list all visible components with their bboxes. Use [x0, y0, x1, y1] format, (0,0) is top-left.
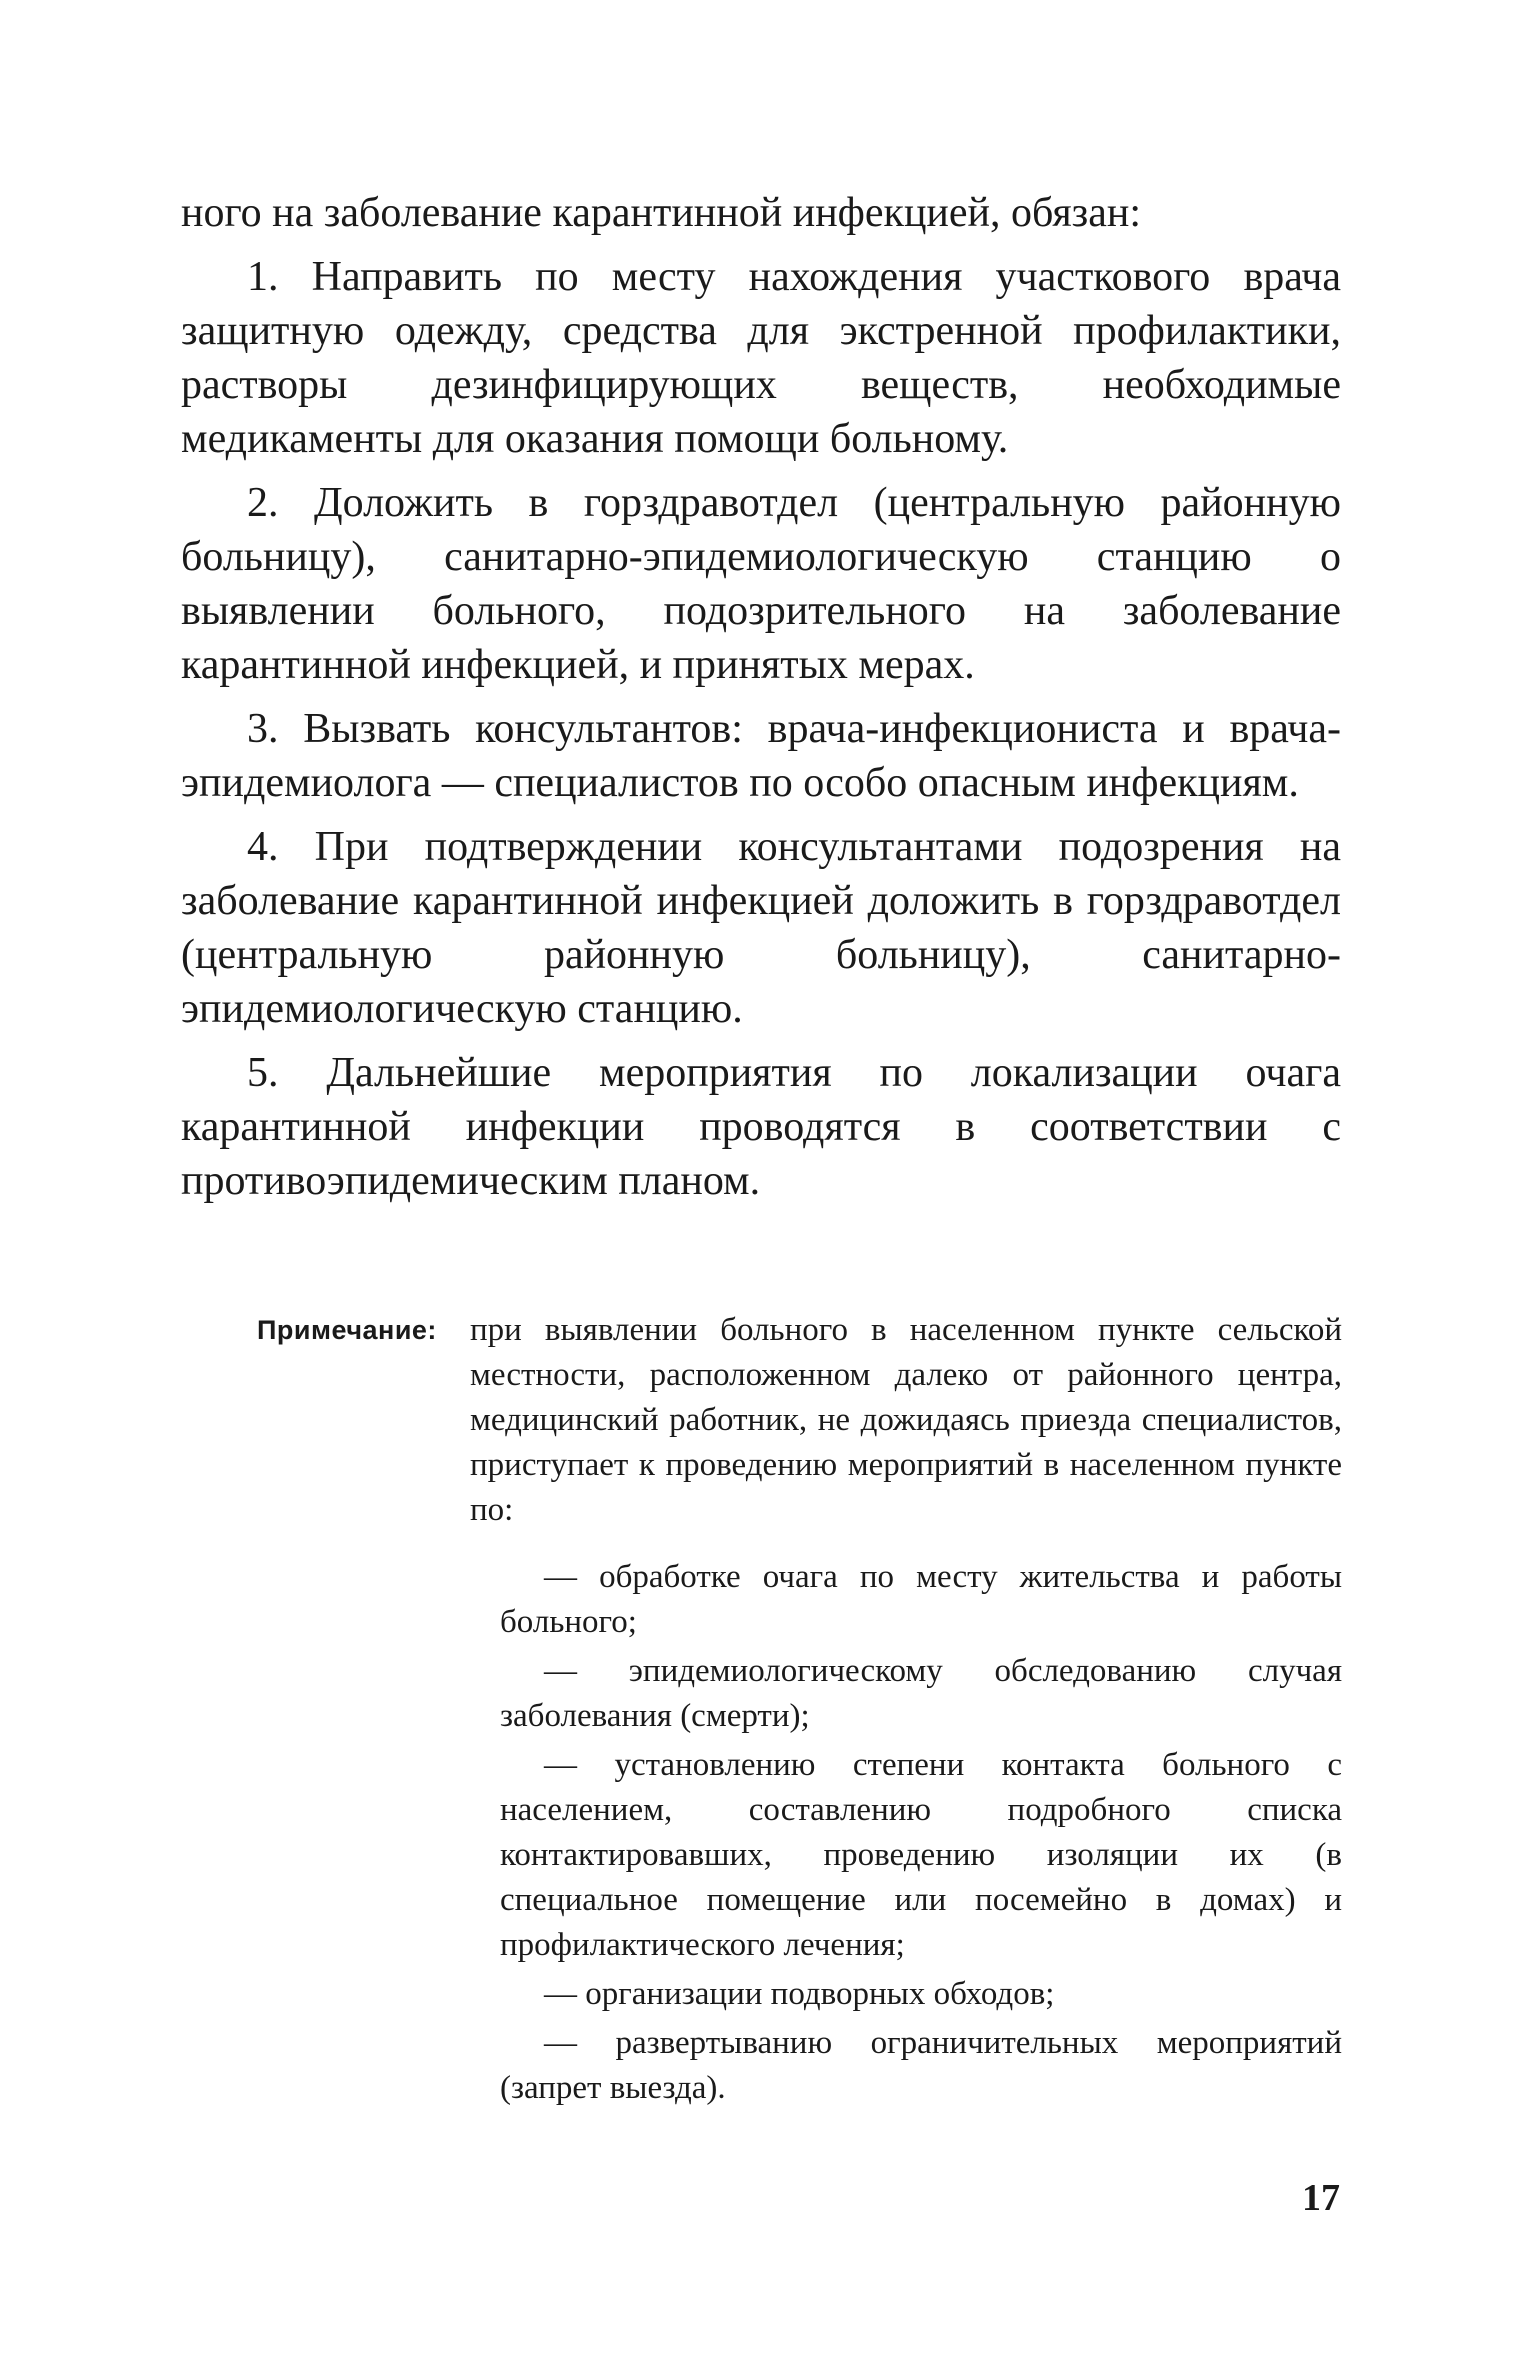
measure-item: — эпидемиологическому обследованию случая заболевания (смерти);	[500, 1653, 1342, 1734]
list-item-1: 1. Направить по месту нахождения участкового врача защитную одежду, средства для экстренной профилактики, растворы дезинфицирующих веществ, необходимые медикаменты для оказания помощи больному.	[181, 254, 1341, 462]
note-text: при выявлении больного в населенном пункте сельской местности, расположенном далеко от районного центра, медицинский работник, не дожидаясь приезда специалистов, приступает к проведению мероприятий в населенном пункте по:	[470, 1312, 1342, 1528]
list-item-2: 2. Доложить в горздравотдел (центральную районную больницу), санитарно-эпидемиологическую станцию о выявлении больного, подозрительного на заболевание карантинной инфекцией, и принятых мерах.	[181, 480, 1341, 688]
list-item-4: 4. При подтверждении консультантами подозрения на заболевание карантинной инфекцией доложить в горздравотдел (центральную районную больницу), санитарно-эпидемиологическую станцию.	[181, 824, 1341, 1032]
measure-item: — установлению степени контакта больного с населением, составлению подробного списка контактировавших, проведению изоляции их (в специальное помещение или посемейно в домах) и профилактического лечения;	[500, 1747, 1342, 1963]
page-number: 17	[1302, 2177, 1340, 2219]
list-item-3: 3. Вызвать консультантов: врача-инфекциониста и врача-эпидемиолога — специалистов по особо опасным инфекциям.	[181, 706, 1341, 806]
measure-item: — организации подворных обходов;	[544, 1976, 1055, 2012]
list-item-5: 5. Дальнейшие мероприятия по локализации очага карантинной инфекции проводятся в соответствии с противоэпидемическим планом.	[181, 1050, 1341, 1204]
note-header	[257, 1308, 1342, 1533]
main-text	[181, 186, 1341, 1208]
measure-item: — обработке очага по месту жительства и работы больного;	[500, 1559, 1342, 1640]
note-block	[257, 1308, 1342, 2115]
measures-list	[500, 1555, 1342, 2111]
measure-item: — развертыванию ограничительных мероприятий (запрет выезда).	[500, 2025, 1342, 2106]
continuation-line: ного на заболевание карантинной инфекцией, обязан:	[181, 190, 1142, 236]
note-label: Примечание:	[257, 1315, 437, 1345]
